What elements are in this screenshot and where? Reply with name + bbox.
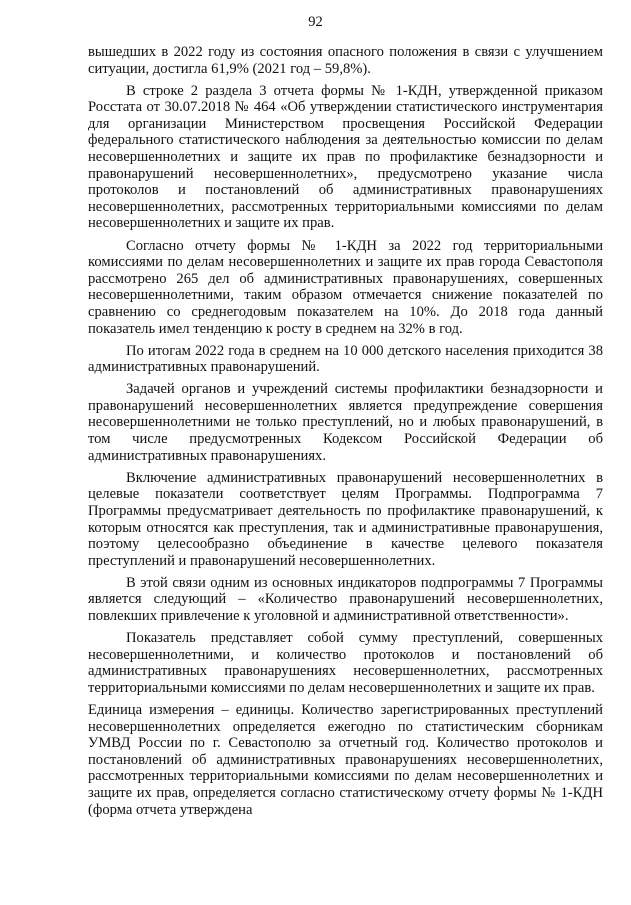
paragraph-indicator-definition: Показатель представляет собой сумму преступлений, совершенных несовершеннолетними, и количество протоколов и постановлений об административных правонарушениях несовершеннолетних, рассмотренных территориальными комиссиями по делам несовершеннолетних и защите их прав. bbox=[88, 630, 603, 696]
paragraph-target-indicators: Включение административных правонарушений несовершеннолетних в целевые показатели соответствует целям Программы. Подпрограмма 7 Программы предусматривает деятельность по профилактике правонарушений, к которым относятся как преступления, так и административные правонарушения, поэтому целесообразно объединение в качестве целевого показателя преступлений и правонарушений несовершеннолетних. bbox=[88, 469, 603, 569]
page-number: 92 bbox=[308, 14, 323, 30]
paragraph-per-10000: По итогам 2022 года в среднем на 10 000 детского населения приходится 38 административных правонарушений. bbox=[88, 342, 603, 376]
paragraph-prevention-task: Задачей органов и учреждений системы профилактики безнадзорности и правонарушений несовершеннолетних является предупреждение совершения несовершеннолетними не только преступлений, но и любых правонарушений, в том числе предусмотренных Кодексом Российской Федерации об административных правонарушениях. bbox=[88, 381, 603, 464]
document-body bbox=[88, 44, 603, 818]
paragraph-report-2022: Согласно отчету формы № 1-КДН за 2022 год территориальными комиссиями по делам несовершеннолетних и защите их прав города Севастополя рассмотрено 265 дел об административных правонарушениях, совершенных несовершеннолетними, таким образом отмечается снижение показателей по сравнению со среднегодовым показателем на 10%. До 2018 года данный показатель имел тенденцию к росту в среднем на 32% в год. bbox=[88, 237, 603, 337]
paragraph-form-1kdn-line2: В строке 2 раздела 3 отчета формы № 1-КДН, утвержденной приказом Росстата от 30.07.2018 № 464 «Об утверждении статистического инструментария для организации Министерством просвещения Российской Федерации федерального статистического наблюдения за деятельностью комиссии по делам несовершеннолетних и защите их прав по профилактике безнадзорности и правонарушений несовершеннолетних», предусмотрено указание числа протоколов и постановлений об административных правонарушениях несовершеннолетних, рассмотренных территориальными комиссиями по делам несовершеннолетних и защите их прав. bbox=[88, 82, 603, 232]
paragraph-unit-of-measure: Единица измерения – единицы. Количество зарегистрированных преступлений несовершеннолетних определяется ежегодно по статистическим сборникам УМВД России по г. Севастополю за отчетный год. Количество протоколов и постановлений об административных правонарушениях несовершеннолетних, рассмотренных территориальными комиссиями по делам несовершеннолетних и защите их прав, определяется согласно статистическому отчету формы № 1-КДН (форма отчета утверждена bbox=[88, 701, 603, 818]
paragraph-main-indicator: В этой связи одним из основных индикаторов подпрограммы 7 Программы является следующий – «Количество правонарушений несовершеннолетних, повлекших привлечение к уголовной и административной ответственности». bbox=[88, 574, 603, 624]
paragraph-continuation: вышедших в 2022 году из состояния опасного положения в связи с улучшением ситуации, достигла 61,9% (2021 год – 59,8%). bbox=[88, 44, 603, 77]
